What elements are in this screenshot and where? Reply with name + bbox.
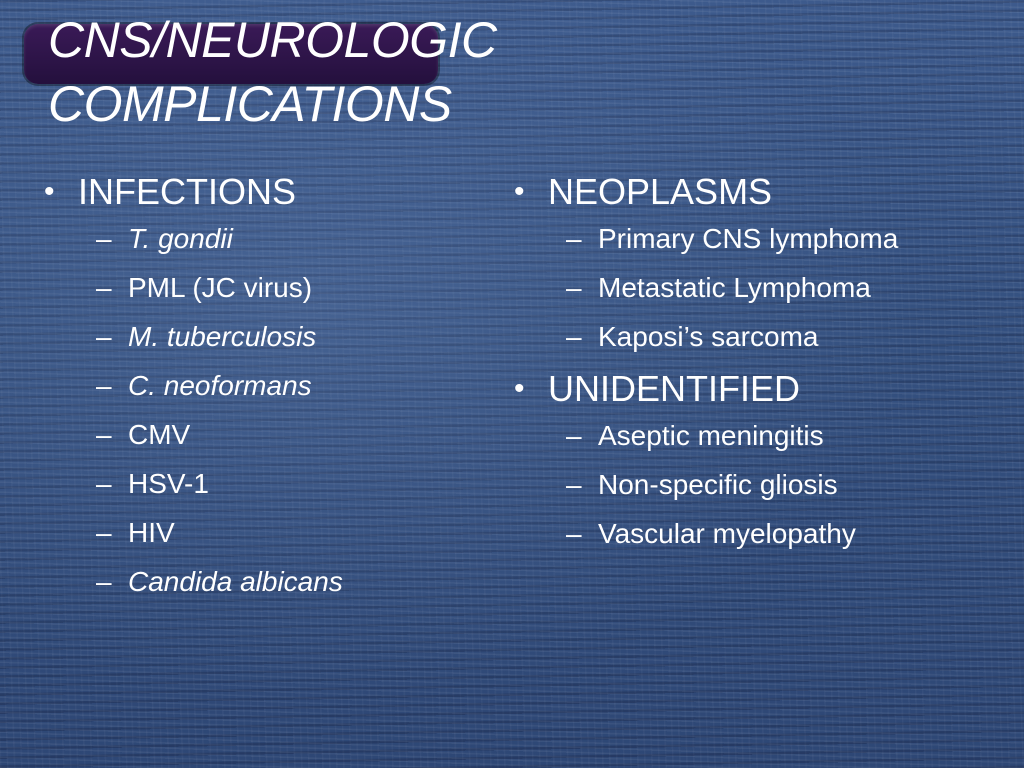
list-item-text: Kaposi’s sarcoma — [598, 321, 819, 352]
dash-icon: – — [566, 321, 582, 352]
neoplasms-column — [510, 168, 990, 562]
dash-icon: – — [96, 517, 112, 548]
list-item — [96, 414, 480, 455]
list-item-text: HSV-1 — [128, 468, 209, 499]
infections-heading: INFECTIONS — [78, 171, 297, 212]
neoplasms-section — [510, 168, 990, 357]
list-item — [566, 316, 990, 357]
infections-column — [40, 168, 480, 610]
list-item-text: C. neoformans — [128, 370, 312, 401]
list-item-text: HIV — [128, 517, 175, 548]
list-item-text: Primary CNS lymphoma — [598, 223, 899, 254]
dash-icon: – — [96, 223, 112, 254]
list-item-text: CMV — [128, 419, 191, 450]
list-item-text: M. tuberculosis — [128, 321, 317, 352]
unidentified-section — [510, 365, 990, 554]
list-item — [96, 512, 480, 553]
bullet-neoplasms — [510, 168, 990, 216]
dash-icon: – — [566, 469, 582, 500]
dash-icon: – — [96, 468, 112, 499]
bullet-icon: • — [514, 372, 525, 405]
list-item-text: Non-specific gliosis — [598, 469, 838, 500]
list-item-text: Aseptic meningitis — [598, 420, 824, 451]
dash-icon: – — [566, 223, 582, 254]
list-item — [96, 218, 480, 259]
unidentified-list — [510, 415, 990, 554]
bullet-icon: • — [514, 175, 525, 208]
title-line-1: CNS/NEUROLOGIC — [48, 12, 497, 68]
neoplasms-list — [510, 218, 990, 357]
title-line-2: COMPLICATIONS — [48, 76, 452, 132]
list-item — [566, 513, 990, 554]
list-item — [566, 415, 990, 456]
neoplasms-heading: NEOPLASMS — [548, 171, 773, 212]
list-item — [566, 267, 990, 308]
list-item — [566, 218, 990, 259]
list-item-text: Metastatic Lymphoma — [598, 272, 871, 303]
dash-icon: – — [96, 419, 112, 450]
list-item — [96, 561, 480, 602]
slide-title — [48, 8, 497, 136]
bullet-icon: • — [44, 175, 55, 208]
list-item — [96, 316, 480, 357]
list-item-text: Vascular myelopathy — [598, 518, 856, 549]
dash-icon: – — [566, 272, 582, 303]
list-item-text: PML (JC virus) — [128, 272, 313, 303]
list-item — [566, 464, 990, 505]
dash-icon: – — [566, 518, 582, 549]
unidentified-heading: UNIDENTIFIED — [548, 368, 800, 409]
list-item-text: Candida albicans — [128, 566, 343, 597]
list-item-text: T. gondii — [128, 223, 233, 254]
infections-list — [40, 218, 480, 602]
dash-icon: – — [96, 272, 112, 303]
dash-icon: – — [96, 370, 112, 401]
list-item — [96, 365, 480, 406]
dash-icon: – — [96, 321, 112, 352]
bullet-unidentified — [510, 365, 990, 413]
dash-icon: – — [566, 420, 582, 451]
bullet-infections — [40, 168, 480, 216]
dash-icon: – — [96, 566, 112, 597]
list-item — [96, 267, 480, 308]
list-item — [96, 463, 480, 504]
